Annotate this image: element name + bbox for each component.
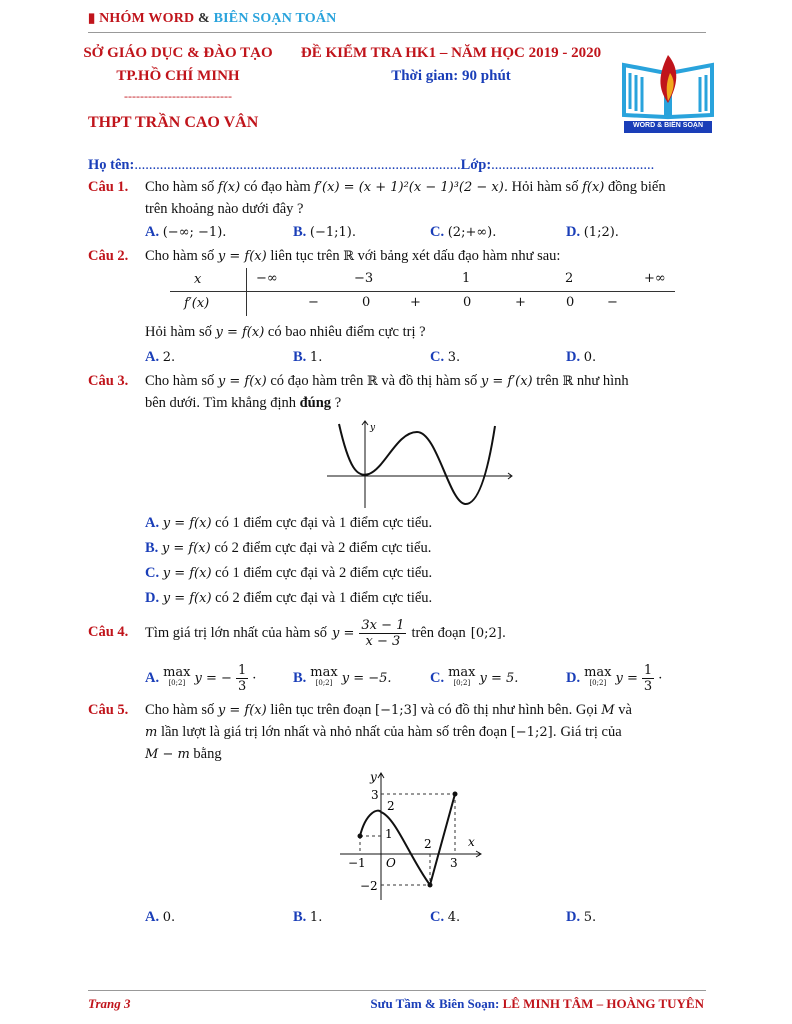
q3-y-label: y [370,423,376,433]
exam-title: ĐỀ KIỂM TRA HK1 – NĂM HỌC 2019 - 2020 [300,45,602,61]
q2-m1: y = f(x) [217,249,267,264]
opt-label: B. [293,224,307,240]
q5-l3-0: M − m [145,747,190,762]
q5-point [453,792,458,797]
q1-m1: f(x) [217,180,241,195]
q5-l1-2: liên tục trên đoạn [270,702,372,718]
q1-t4: Hỏi hàm số [511,179,579,195]
q4-option-a[interactable] [145,660,256,696]
opt-den: 3 [237,678,247,694]
q1-t2: có đạo hàm [243,179,311,195]
q5-l3-1: bằng [193,746,222,762]
q3-m3: ℝ [366,374,378,389]
opt-value: (2;+∞). [447,225,497,240]
opt-den: 3 [643,678,653,694]
q1-option-d[interactable] [566,224,619,241]
q3-t0: Cho hàm số [145,373,215,389]
footer-page: Trang 3 [88,996,131,1011]
opt-eq: y = [615,670,638,686]
opt-value: 1. [309,350,323,365]
opt-value: (−∞; −1). [162,225,227,240]
opt-math: y = f(x) [161,541,211,556]
q3-t2: có đạo hàm trên [270,373,364,389]
opt-label: C. [430,224,445,240]
opt-value: 2. [162,350,176,365]
q2-t0: Cho hàm số [145,248,215,264]
q5-label-xm1: −1 [348,856,366,870]
opt-value: 0. [162,910,176,925]
exam-time: Thời gian: 90 phút [391,68,511,84]
q2-t2: liên tục trên [270,248,340,264]
q5-l1-3: [−1;3] [375,703,417,718]
brand-amp: & [198,11,210,26]
max-op-sub: [0;2] [453,679,471,687]
q4-fraction [359,618,406,649]
q5-option-b[interactable] [293,909,322,926]
sign-cell: 0 [566,295,575,310]
q3-option-b[interactable] [145,540,431,557]
q5-label-y1: 1 [385,827,393,841]
sign-cell: 0 [463,295,472,310]
q2-option-b[interactable] [293,349,322,366]
opt-fraction [642,663,654,694]
opt-eq: y = − [194,670,232,686]
class-label: Lớp: [460,157,492,173]
sign-cell: −∞ [256,271,278,286]
q5-l1-4: và có đồ thị như hình bên. Gọi [420,702,598,718]
q4-option-d[interactable] [566,660,662,696]
q1-t6: đồng biến [608,179,666,195]
sign-row2-head: f′(x) [184,296,210,311]
dept-dashes: --------------------------- [124,89,232,103]
q4-text-a: Tìm giá trị lớn nhất của hàm số [145,624,328,641]
q1-text [145,179,666,196]
q1-t0: Cho hàm số [145,179,215,195]
footer-credit-names: LÊ MINH TÂM – HOÀNG TUYÊN [502,996,704,1011]
opt-label: D. [566,669,581,686]
q4-lhs: y = [332,625,355,641]
opt-label: D. [145,590,160,606]
q1-option-c[interactable] [430,224,496,241]
q3-option-c[interactable] [145,565,432,582]
opt-value: 1. [309,910,323,925]
opt-rest: có 2 điểm cực đại và 2 điểm cực tiểu. [214,540,432,556]
q5-label-ym2: −2 [360,879,378,893]
q5-label-y3: 3 [371,788,379,802]
q4-frac-num: 3x − 1 [361,617,405,633]
opt-label: C. [430,349,445,365]
q4-frac-den: x − 3 [365,633,401,649]
max-op-sub: [0;2] [168,679,186,687]
brand-part2: BIÊN SOẠN TOÁN [213,11,337,26]
opt-label: A. [145,515,160,531]
sign-table [170,268,675,318]
q5-l2-0: m [145,725,158,740]
sign-cell: 0 [362,295,371,310]
sign-cell: 2 [565,271,574,286]
q4-label: Câu 4. [88,624,129,640]
q2-q1: y = f(x) [215,325,265,340]
opt-value: 5. [583,910,597,925]
q5-label: Câu 5. [88,702,129,718]
q3-t6: trên [536,373,559,389]
q4-interval: [0;2]. [470,625,506,641]
opt-label: A. [145,669,160,686]
opt-math: y = f(x) [162,591,212,606]
q2-option-d[interactable] [566,349,596,366]
opt-label: D. [566,349,581,365]
sign-cell: +∞ [644,271,666,286]
opt-tail: · [658,670,663,686]
opt-eq: y = 5. [479,670,519,686]
opt-rest: có 1 điểm cực đại và 2 điểm cực tiểu. [215,565,433,581]
q1-option-b[interactable] [293,224,356,241]
q2-m3: ℝ [343,249,355,264]
q5-label-y2: 2 [387,799,395,813]
q5-point [358,834,363,839]
q3-option-a[interactable] [145,515,432,532]
opt-tail: · [252,670,257,686]
dept-line1: SỞ GIÁO DỤC & ĐÀO TẠO [83,45,273,61]
q5-option-c[interactable] [430,909,460,926]
opt-label: C. [145,565,160,581]
q3-derivative-graph [325,418,515,510]
q3-m1: y = f(x) [217,374,267,389]
q4-text-b: trên đoạn [411,624,466,641]
q2-q2: có bao nhiêu điểm cực trị ? [267,324,426,340]
max-operator [448,667,475,689]
name-label: Họ tên: [88,157,135,173]
q3-text [145,373,629,390]
q1-text-line2: trên khoảng nào dưới đây ? [145,201,304,217]
q5-x-label: x [468,835,475,849]
q2-q0: Hỏi hàm số [145,324,212,340]
opt-value: (−1;1). [309,225,357,240]
q5-option-d[interactable] [566,909,596,926]
sign-cell: − [607,295,618,310]
opt-fraction [236,663,248,694]
max-op-text: max [448,665,476,680]
q5-l2-2: [−1;2]. [510,725,557,740]
q3-l2b: ? [334,395,342,411]
q3-m5: y = f′(x) [480,374,533,389]
max-op-sub: [0;2] [589,679,607,687]
footer-credit [370,996,704,1012]
opt-label: B. [293,349,307,365]
sign-cell: + [410,295,421,310]
sign-cell: −3 [354,271,374,286]
opt-rest: có 2 điểm cực đại và 1 điểm cực tiểu. [215,590,433,606]
brand-bar [88,10,336,27]
q5-curve [360,794,455,885]
logo-text: WORD & BIÊN SOẠN [633,122,703,129]
class-dots[interactable]: ............................................. [491,157,655,173]
q2-option-a[interactable] [145,349,175,366]
q2-question [145,324,426,341]
opt-value: 4. [447,910,461,925]
q3-option-d[interactable] [145,590,432,607]
opt-label: C. [430,909,445,925]
q5-l1-0: Cho hàm số [145,702,215,718]
dept-line2: TP.HỒ CHÍ MINH [116,68,240,84]
opt-num: 1 [643,662,653,678]
q5-option-a[interactable] [145,909,175,926]
opt-label: A. [145,909,160,925]
q2-option-c[interactable] [430,349,460,366]
max-op-text: max [584,665,612,680]
q5-l1-6: và [618,702,632,718]
q5-function-graph [340,768,490,904]
footer-divider [88,990,706,991]
opt-value: 0. [583,350,597,365]
sign-row1-head: x [194,272,202,287]
opt-math: y = f(x) [162,566,212,581]
header-divider [88,32,706,33]
q5-label-x3: 3 [450,856,458,870]
q4-text [145,612,506,654]
brand-icon: ▮ [88,10,96,25]
q3-text-line2 [145,395,341,412]
q5-line2 [145,724,622,741]
q5-l2-1: lần lượt là giá trị lớn nhất và nhỏ nhất của hàm số trên đoạn [160,724,508,740]
q5-origin-label: O [386,856,396,870]
opt-label: D. [566,224,581,240]
opt-label: B. [145,540,159,556]
q3-label: Câu 3. [88,373,129,389]
max-operator [163,667,190,689]
opt-rest: có 1 điểm cực đại và 1 điểm cực tiểu. [215,515,433,531]
opt-label: B. [293,669,307,686]
name-class-row [88,157,654,174]
max-op-text: max [310,665,338,680]
q5-l1-1: y = f(x) [217,703,267,718]
opt-label: A. [145,349,160,365]
opt-value: 3. [447,350,461,365]
q5-y-label: y [370,770,377,784]
opt-label: B. [293,909,307,925]
max-operator [310,667,337,689]
q1-label: Câu 1. [88,179,129,195]
max-operator [584,667,611,689]
sign-cell: − [308,295,319,310]
opt-eq: y = −5. [341,670,392,686]
q3-curve [339,424,495,504]
q2-text [145,248,560,265]
school-name: THPT TRẦN CAO VÂN [88,114,259,131]
q5-point [428,883,433,888]
q5-line1 [145,702,632,719]
sign-cell: 1 [462,271,471,286]
sign-cell: + [515,295,526,310]
q5-line3 [145,746,222,763]
q4-option-b[interactable] [293,660,392,696]
q5-l1-5: M [601,703,615,718]
q2-t4: với bảng xét dấu đạo hàm như sau: [357,248,561,264]
opt-num: 1 [237,662,247,678]
opt-value: (1;2). [583,225,619,240]
opt-label: C. [430,669,445,686]
brand-part1: NHÓM WORD [99,11,195,26]
q5-label-x2: 2 [424,837,432,851]
sign-table-vline [246,268,247,316]
opt-label: D. [566,909,581,925]
logo [620,45,716,135]
q3-t4: và đồ thị hàm số [381,373,478,389]
footer-credit-label: Sưu Tầm & Biên Soạn: [370,996,500,1011]
opt-label: A. [145,224,160,240]
q1-m5: f(x) [582,180,605,195]
q5-l2-3: Giá trị của [560,724,622,740]
q1-option-a[interactable] [145,224,226,241]
max-op-text: max [163,665,191,680]
q3-m7: ℝ [562,374,574,389]
q4-option-c[interactable] [430,660,518,696]
q3-l2-bold: đúng [299,395,332,411]
max-op-sub: [0;2] [315,679,333,687]
name-dots[interactable]: .......................................................................................... [134,157,461,173]
q2-label: Câu 2. [88,248,129,264]
q3-t8: như hình [576,373,629,389]
q1-derivative: f′(x) = (x + 1)²(x − 1)³(2 − x). [314,180,508,195]
opt-math: y = f(x) [162,516,212,531]
q3-l2a: bên dưới. Tìm khẳng định [145,395,296,411]
